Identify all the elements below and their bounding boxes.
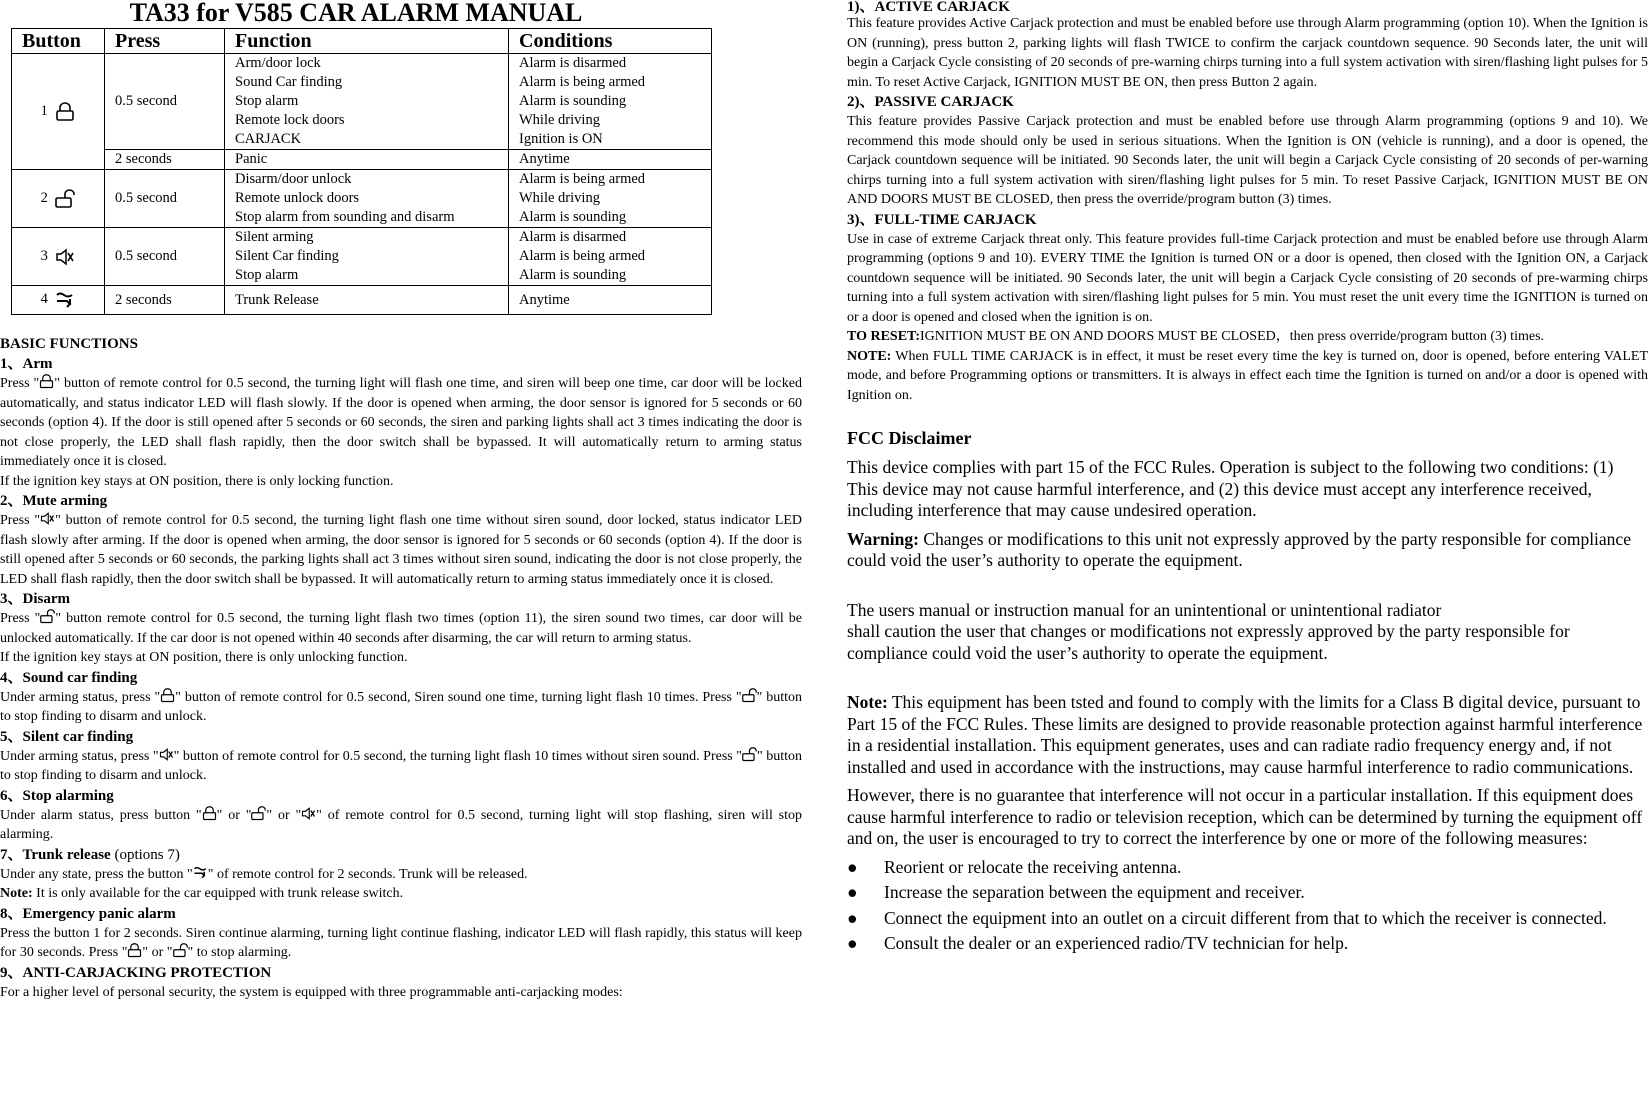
button-cell-4 <box>12 286 105 315</box>
function-cell: Panic <box>225 150 509 170</box>
condition-item: Alarm is being armed <box>519 171 646 187</box>
function-item: Stop alarm from sounding and disarm <box>235 209 455 225</box>
condition-item: Alarm is disarmed <box>519 229 627 245</box>
unlock-icon <box>40 609 55 624</box>
mute-arming-paragraph: Press " " button of remote control for 0.5 second, the turning light flash one time without siren sound, door locked, status indicator LED flash slowly after arming. If the door is opened when arming, the door sensor is ignored for 5 seconds or 60 seconds (option 4). If the door is still opened after 5 seconds or 60 seconds, the parking lights shall act 3 times without siren sound, indicating the door is not close properly, the LED shall flash rapidly, then the door switch shall be bypassed. It will automatically return to arming status immediately once it is closed. <box>0 513 802 587</box>
trunk-release-paragraph: Under any state, press the button " " of remote control for 2 seconds. Trunk will be released. <box>0 866 528 882</box>
section-heading-stop-alarming: 6、Stop alarming <box>0 787 114 804</box>
table-row <box>12 228 712 286</box>
function-item: Remote unlock doors <box>235 190 360 206</box>
conditions-cell: Anytime <box>509 150 712 170</box>
bullet-icon: ● <box>847 882 858 902</box>
trunk-release-note: Note: It is only available for the car equipped with trunk release switch. <box>0 886 404 901</box>
disarm-ignition-note: If the ignition key stays at ON position, there is only unlocking function. <box>0 650 408 665</box>
fcc-manual-paragraph: shall caution the user that changes or modifications not expressly approved by the party responsible for compliance could void the user’s authority to operate the equipment. <box>847 621 1570 663</box>
header-conditions: Conditions <box>509 29 712 54</box>
function-item: Stop alarm <box>235 267 299 283</box>
active-carjack-paragraph: This feature provides Active Carjack protection and must be enabled before use through Alarm programming (option 10). When the Ignition is ON (running), press button 2, parking lights will flash TWICE to confirm the carjack countdown sequence. 90 Seconds later, the unit will begin a Carjack Cycle consisting of 20 seconds of pre-warning chirps turning into a full system activation with siren/flashing light pulses for 5 min. To reset Active Carjack, IGNITION MUST BE ON, then press Button 2 again. <box>847 16 1648 90</box>
lock-icon <box>202 806 217 821</box>
header-button: Button <box>12 29 105 54</box>
carjack-note: NOTE: When FULL TIME CARJACK is in effect, it must be reset every time the key is turned on, door is opened, before entering VALET mode, and before Programming options or transmitters. It is always in effect each time the Ignition is turned on and/or a door is opened with Ignition on. <box>847 348 1648 403</box>
arm-ignition-note: If the ignition key stays at ON position, there is only locking function. <box>0 473 394 489</box>
lock-icon <box>160 688 175 703</box>
unlock-icon <box>173 943 188 958</box>
table-row <box>12 150 712 170</box>
passive-carjack-heading: 2)、PASSIVE CARJACK <box>847 94 1014 110</box>
fcc-note: Note: This equipment has been tsted and found to comply with the limits for a Class B digital device, pursuant to Part 15 of the FCC Rules. These limits are designed to provide reasonable protection against harmful interference in a residential installation. This equipment generates, uses and can radiate radio frequency energy and, if not installed and used in accordance with the instructions, may cause harmful interference to radio communications. <box>847 692 1643 777</box>
condition-item: Alarm is being armed <box>519 74 646 90</box>
table-row <box>12 170 712 228</box>
function-item: Stop alarm <box>235 93 299 109</box>
bullet-icon: ● <box>847 933 858 953</box>
left-column <box>0 0 802 1002</box>
section-heading-silent-car-finding: 5、Silent car finding <box>0 728 134 745</box>
function-item: Arm/door lock <box>235 55 321 71</box>
fcc-warning: Warning: Changes or modifications to this unit not expressly approved by the party responsible for compliance could void the user’s authority to operate the equipment. <box>847 528 1631 570</box>
right-column <box>847 0 1648 955</box>
function-item: Sound Car finding <box>235 74 343 90</box>
button-cell-1 <box>12 54 105 170</box>
button-number: 4 <box>40 291 48 308</box>
section-heading-anti-carjacking: 9、ANTI-CARJACKING PROTECTION <box>0 964 272 981</box>
table-header-row <box>12 29 712 54</box>
mute-icon <box>159 747 174 762</box>
basic-functions-heading: BASIC FUNCTIONS <box>0 336 138 352</box>
section-heading-sound-car-finding: 4、Sound car finding <box>0 669 138 686</box>
conditions-cell <box>509 170 712 228</box>
press-cell: 0.5 second <box>105 170 225 228</box>
mute-icon <box>40 511 55 526</box>
fcc-measures-list <box>847 857 1648 955</box>
basic-functions-section <box>0 334 802 1002</box>
passive-carjack-paragraph: This feature provides Passive Carjack protection and must be enabled before use through Alarm programming (options 9 and 10). We recommend this mode should only be used in serious situations. When the Ignition is ON (vehicle is running), and a door is opened, the Carjack countdown sequence will be initiated. 90 Seconds later, the unit will begin a Carjack Cycle consisting of 20 seconds of per-warning chirps turning into a full system activation with siren/flashing light pulses for 5 min. To reset Passive Carjack, IGNITION MUST BE ON AND DOORS MUST BE CLOSED, then press the override/program button (3) times. <box>847 114 1648 207</box>
section-heading-mute-arming: 2、Mute arming <box>0 493 108 509</box>
header-press: Press <box>105 29 225 54</box>
mute-icon <box>55 247 75 267</box>
emergency-panic-paragraph: Press the button 1 for 2 seconds. Siren continue alarming, turning light continue flashing, indicator LED will flash rapidly, this status will keep for 30 seconds. Press " " or " " to stop alarming. <box>0 925 802 960</box>
table-row <box>12 286 712 315</box>
list-item: ● Reorient or relocate the receiving antenna. <box>847 856 1182 877</box>
stop-alarming-paragraph: Under alarm status, press button " " or " " or " " of remote control for 0.5 second, turning light will stop flashing, siren will stop alarming. <box>0 807 803 842</box>
function-item: Remote lock doors <box>235 112 345 128</box>
trunk-icon <box>193 865 208 880</box>
unlock-icon <box>251 806 266 821</box>
active-carjack-heading: 1)、ACTIVE CARJACK <box>847 0 1010 15</box>
press-cell: 0.5 second <box>105 54 225 150</box>
unlock-icon <box>742 747 757 762</box>
function-item: Silent Car finding <box>235 248 339 264</box>
fcc-section <box>847 427 1648 955</box>
section-heading-emergency-panic: 8、Emergency panic alarm <box>0 905 176 922</box>
button-number: 2 <box>40 189 48 206</box>
function-item: Silent arming <box>235 229 314 245</box>
unlock-icon <box>742 688 757 703</box>
section-heading-trunk-release: 7、Trunk release (options 7) <box>0 846 180 863</box>
disarm-paragraph: Press " " button remote control for 0.5 second, the turning light flash two times (option 11), the siren sound two times, car door will be unlocked automatically. If the car door is not opened within 40 seconds after disarming, the car will return to arming status. <box>0 611 802 646</box>
button-number: 3 <box>40 247 48 264</box>
button-cell-2 <box>12 170 105 228</box>
condition-item: While driving <box>519 112 600 128</box>
function-cell <box>225 170 509 228</box>
fcc-manual-line: The users manual or instruction manual for an unintentional or unintentional radiator <box>847 599 1442 620</box>
page-title: TA33 for V585 CAR ALARM MANUAL <box>129 0 583 27</box>
lock-icon <box>127 943 142 958</box>
button-cell-3 <box>12 228 105 286</box>
list-item: ● Consult the dealer or an experienced radio/TV technician for help. <box>847 933 1349 953</box>
conditions-cell <box>509 54 712 150</box>
function-item: Disarm/door unlock <box>235 171 352 187</box>
condition-item: Alarm is sounding <box>519 209 627 225</box>
arm-paragraph: Press " " button of remote control for 0.5 second, the turning light will flash one time, and siren will beep one time, car door will be locked automatically, and status indicator LED will flash slowly. If the door is opened when arming, the door sensor is ignored for 5 seconds or 60 seconds (option 4). If the door is still opened after 5 seconds or 60 seconds, the siren and parking lights shall act 3 times indicating the door is not close properly, the LED shall flash rapidly, then the door switch shall be bypassed. It will automatically return to arming status immediately once it is closed. <box>0 376 802 469</box>
conditions-cell <box>509 228 712 286</box>
function-cell <box>225 228 509 286</box>
mute-icon <box>301 806 316 821</box>
conditions-cell: Anytime <box>509 286 712 315</box>
lock-icon <box>39 374 54 389</box>
function-cell: Trunk Release <box>225 286 509 315</box>
condition-item: Ignition is ON <box>519 131 603 147</box>
condition-item: While driving <box>519 190 600 206</box>
list-item: ● Connect the equipment into an outlet on a circuit different from that to which the receiver is connected. <box>847 907 1607 928</box>
silent-car-finding-paragraph: Under arming status, press " " button of remote control for 0.5 second, the turning light flash 10 times without siren sound. Press " " button to stop finding to disarm and unlock. <box>0 748 802 783</box>
fcc-compliance-paragraph: This device complies with part 15 of the FCC Rules. Operation is subject to the following two conditions: (1) This device may not cause harmful interference, and (2) this device must accept any interference received, including interference that may cause undesired operation. <box>847 457 1614 520</box>
section-heading-arm: 1、Arm <box>0 356 53 372</box>
fcc-guarantee-paragraph: However, there is no guarantee that interference will not occur in a particular installation. If this equipment does cause harmful interference to radio or television reception, which can be determined by turning the equipment off and on, the user is encouraged to try to correct the interference by one or more of the following measures: <box>847 785 1643 848</box>
function-cell <box>225 54 509 150</box>
fulltime-carjack-paragraph: Use in case of extreme Carjack threat only. This feature provides full-time Carjack protection and must be enabled before use through Alarm programming (options 9 and 10). EVERY TIME the Ignition is turned ON or a door is opened, then closed with the Ignition ON, a Carjack countdown sequence will be initiated. 90 Seconds later, the unit will begin a Carjack Cycle consisting of 20 seconds of pre-warming chirps turning into a full system activation with siren/flashing light pulses for 5 min. You must reset the unit every time the IGNITION is turned on or a door is opened and closed when the ignition is on. <box>847 231 1648 325</box>
list-item: ● Increase the separation between the equipment and receiver. <box>847 882 1305 902</box>
lock-icon <box>55 102 75 122</box>
condition-item: Alarm is being armed <box>519 248 646 264</box>
header-function: Function <box>225 29 509 54</box>
press-cell: 0.5 second <box>105 228 225 286</box>
condition-item: Alarm is sounding <box>519 267 627 283</box>
press-cell: 2 seconds <box>105 286 225 315</box>
bullet-icon: ● <box>847 907 858 928</box>
button-function-table <box>11 28 712 315</box>
press-cell: 2 seconds <box>105 150 225 170</box>
condition-item: Alarm is disarmed <box>519 55 627 71</box>
reset-instructions: TO RESET:IGNITION MUST BE ON AND DOORS MUST BE CLOSED，then press override/program button (3) times. <box>847 329 1545 344</box>
sound-car-finding-paragraph: Under arming status, press " " button of remote control for 0.5 second, Siren sound one time, turning light flash 10 times. Press " " button to stop finding to disarm and unlock. <box>0 689 802 724</box>
fulltime-carjack-heading: 3)、FULL-TIME CARJACK <box>847 211 1037 228</box>
anti-carjacking-paragraph: For a higher level of personal security, the system is equipped with three programmable anti-carjacking modes: <box>0 984 623 1000</box>
function-item: CARJACK <box>235 131 302 147</box>
bullet-icon: ● <box>847 856 858 877</box>
fcc-heading: FCC Disclaimer <box>847 428 972 448</box>
table-row <box>12 54 712 150</box>
section-heading-disarm: 3、Disarm <box>0 591 70 607</box>
unlock-icon <box>55 189 75 209</box>
condition-item: Alarm is sounding <box>519 93 627 109</box>
button-number: 1 <box>40 102 48 119</box>
trunk-icon <box>55 290 75 310</box>
